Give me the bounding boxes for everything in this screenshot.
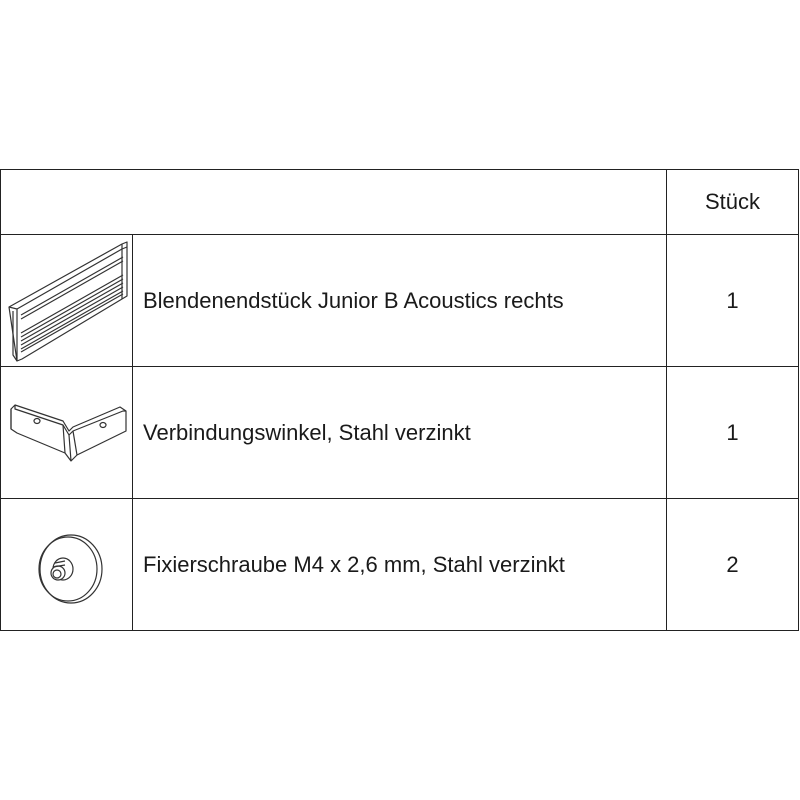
item-description: Verbindungswinkel, Stahl verzinkt: [133, 367, 667, 499]
connecting-bracket-icon: [1, 367, 133, 499]
end-cap-profile-icon: [1, 235, 133, 367]
table-row: [1, 367, 799, 499]
table-row: [1, 499, 799, 631]
item-description: Fixierschraube M4 x 2,6 mm, Stahl verzinkt: [133, 499, 667, 631]
item-quantity: 1: [667, 367, 799, 499]
header-quantity-cell: Stück: [667, 170, 799, 235]
parts-table: [0, 169, 799, 631]
header-description-cell: [1, 170, 667, 235]
table-row: [1, 235, 799, 367]
fixing-screw-icon: [1, 499, 133, 631]
item-quantity: 1: [667, 235, 799, 367]
table-header-row: [1, 170, 799, 235]
item-description: Blendenendstück Junior B Acoustics rechts: [133, 235, 667, 367]
item-quantity: 2: [667, 499, 799, 631]
